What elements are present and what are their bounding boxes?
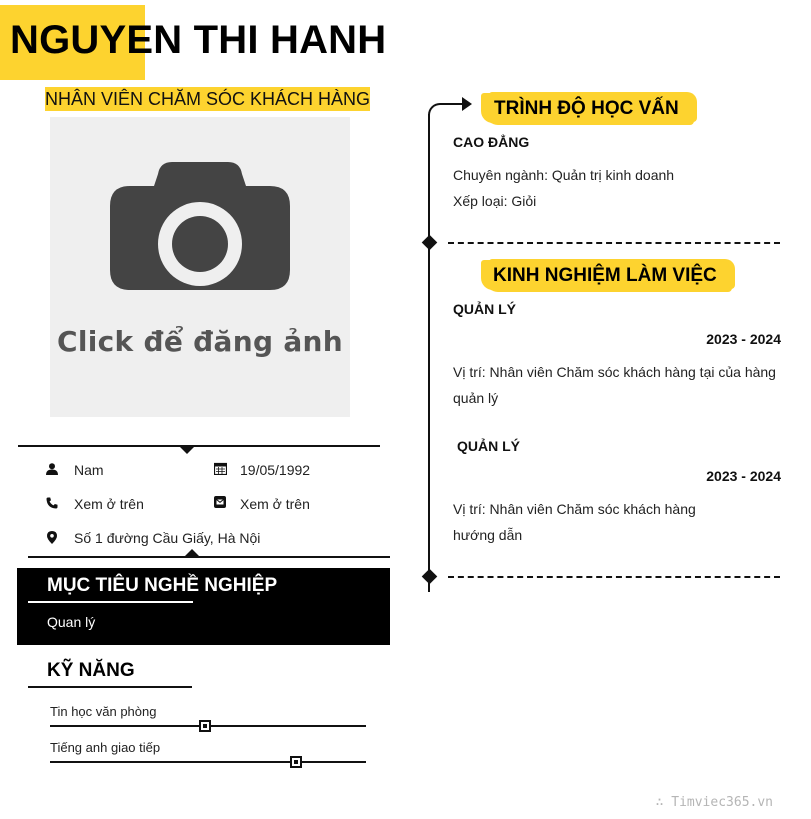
education-major[interactable]: Chuyên ngành: Quản trị kinh doanh — [453, 167, 675, 183]
contact-divider-top — [18, 445, 380, 447]
skill-label[interactable]: Tin học văn phòng — [50, 704, 157, 719]
skills-title-underline — [28, 686, 192, 688]
watermark — [656, 795, 773, 810]
user-icon — [44, 461, 60, 477]
objective-title[interactable]: MỤC TIÊU NGHỀ NGHIỆP — [47, 575, 278, 596]
gender-value[interactable]: Nam — [74, 462, 104, 478]
email-icon — [212, 494, 228, 510]
experience-period[interactable]: 2023 - 2024 — [706, 331, 781, 347]
experience-description[interactable]: Vị trí: Nhân viên Chăm sóc khách hàng tại của hàng quản lý — [453, 364, 776, 406]
avatar-upload[interactable] — [50, 117, 350, 417]
map-pin-icon — [44, 529, 60, 545]
email-value[interactable]: Xem ở trên — [240, 496, 310, 512]
phone-value[interactable]: Xem ở trên — [74, 496, 144, 512]
watermark-dots-icon: ∴ — [655, 795, 672, 810]
career-objective-section — [17, 568, 390, 645]
timeline-diamond — [422, 569, 438, 585]
address-value[interactable]: Số 1 đường Cầu Giấy, Hà Nội — [74, 530, 261, 546]
skill-level-handle[interactable] — [199, 720, 211, 732]
section-divider-dashed — [448, 242, 780, 244]
skill-label[interactable]: Tiếng anh giao tiếp — [50, 740, 161, 755]
divider-caret — [179, 446, 195, 454]
objective-title-underline — [28, 601, 193, 603]
timeline-arrow-line — [442, 103, 464, 105]
skills-title[interactable]: KỸ NĂNG — [47, 660, 135, 681]
experience-company[interactable]: QUẢN LÝ — [453, 301, 516, 317]
photo-caption: Click để đăng ảnh — [56, 325, 344, 358]
watermark-text: Timviec365.vn — [671, 795, 773, 810]
experience-company[interactable]: QUẢN LÝ — [457, 438, 520, 454]
experience-description[interactable]: Vị trí: Nhân viên Chăm sóc khách hàng hướng dẫn — [453, 501, 696, 543]
experience-title[interactable]: KINH NGHIỆM LÀM VIỆC — [493, 265, 717, 286]
timeline-diamond — [422, 235, 438, 251]
camera-icon — [110, 162, 290, 292]
experience-period[interactable]: 2023 - 2024 — [706, 468, 781, 484]
section-divider-dashed — [448, 576, 780, 578]
skill-track — [50, 761, 366, 763]
timeline-line — [428, 114, 430, 592]
education-school[interactable]: CAO ĐẲNG — [453, 134, 530, 150]
timeline-curve — [428, 103, 444, 119]
arrow-right-icon — [462, 97, 472, 111]
objective-text[interactable]: Quan lý — [47, 614, 96, 630]
job-position[interactable]: NHÂN VIÊN CHĂM SÓC KHÁCH HÀNG — [45, 89, 371, 109]
candidate-name[interactable]: NGUYEN THI HANH — [10, 18, 387, 62]
contact-divider-bottom — [28, 556, 390, 558]
phone-icon — [44, 495, 60, 511]
skill-level-handle[interactable] — [290, 756, 302, 768]
birthday-value[interactable]: 19/05/1992 — [240, 462, 311, 478]
education-grade[interactable]: Xếp loại: Giỏi — [453, 193, 537, 209]
calendar-icon — [212, 460, 228, 476]
education-title[interactable]: TRÌNH ĐỘ HỌC VẤN — [494, 98, 679, 119]
